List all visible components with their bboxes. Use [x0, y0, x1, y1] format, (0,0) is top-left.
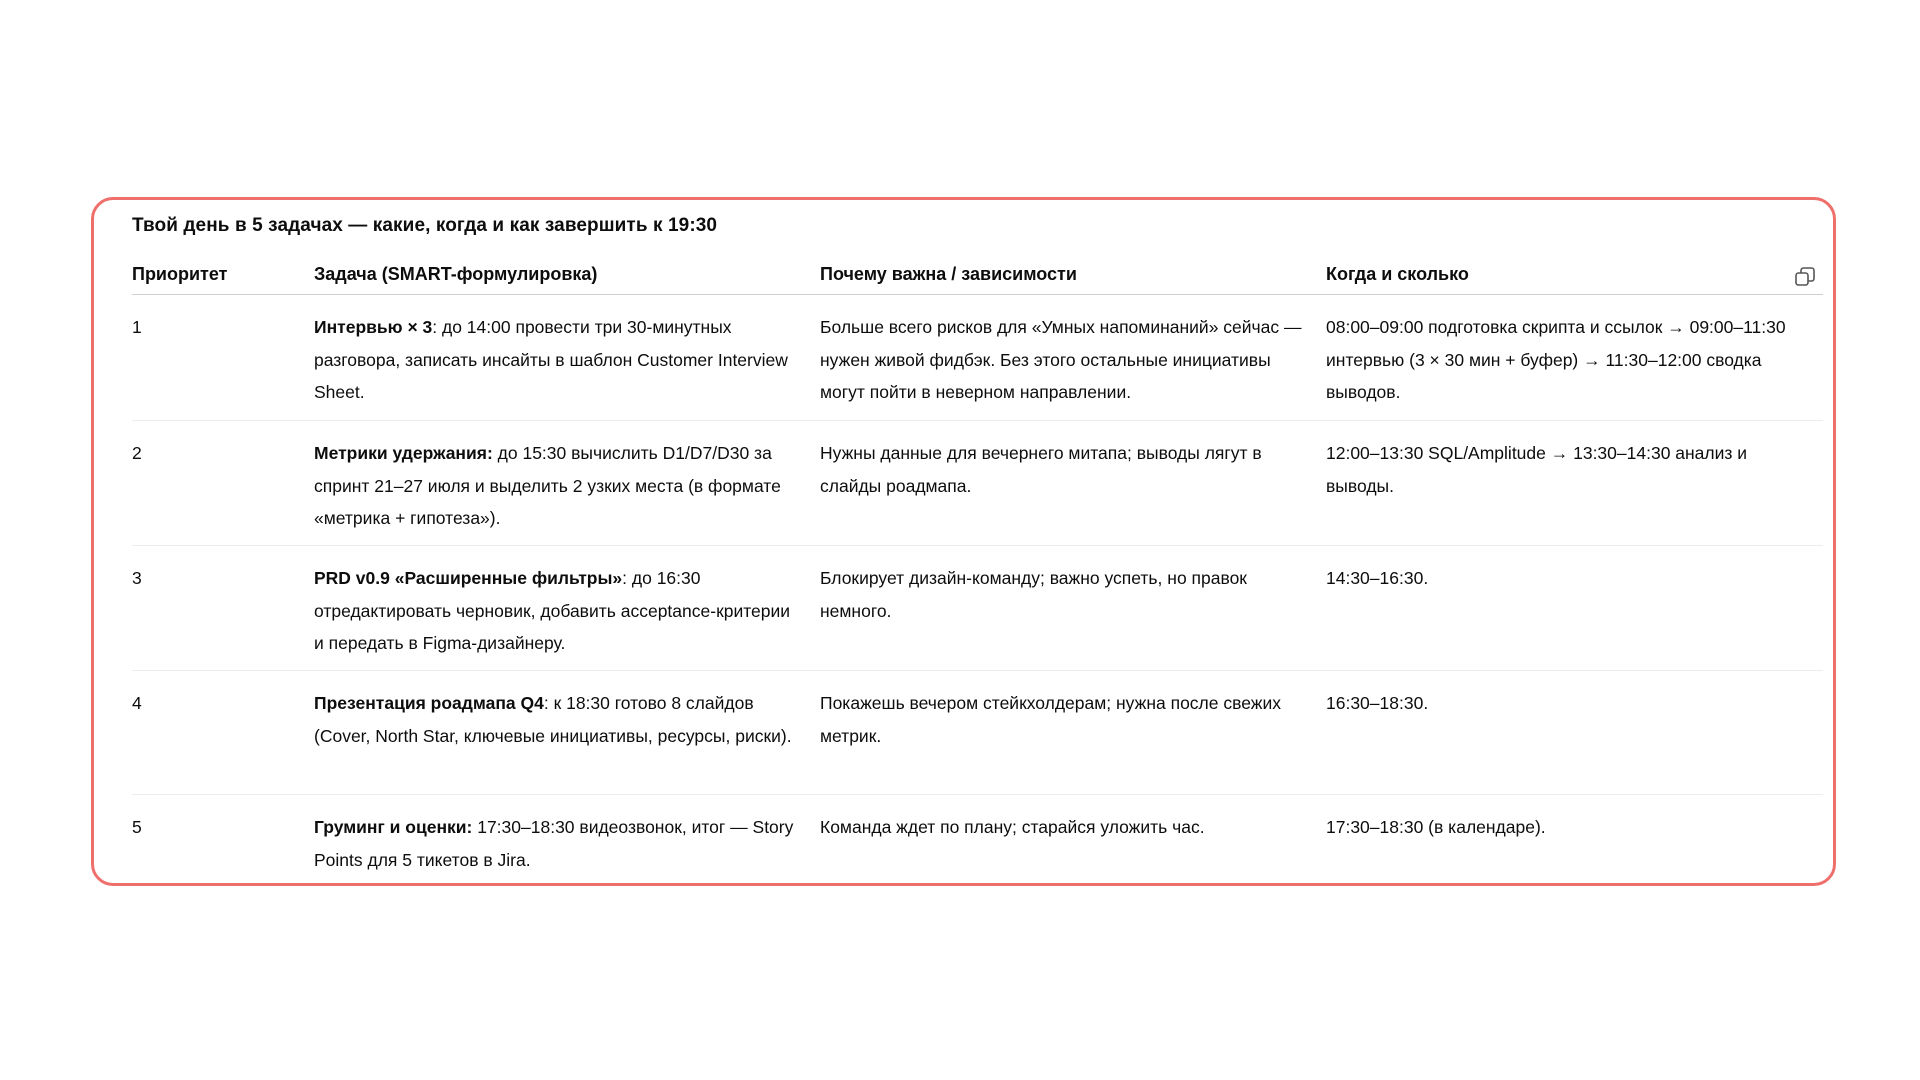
cell-task: [314, 311, 820, 420]
cell-priority: 1: [132, 317, 142, 337]
cell-when: 08:00–09:00 подготовка скрипта и ссылок → 09:00–11:30 интервью (3 × 30 мин + буфер) → 11:30–12:00 сводка выводов.: [1326, 317, 1786, 402]
task-description: : до 14:00 провести три 30-минутных разговора, записать инсайты в шаблон Customer Interview Sheet.: [314, 317, 788, 402]
table-row: [132, 421, 1823, 546]
header-priority: Приоритет: [132, 264, 228, 284]
table-row: [132, 546, 1823, 671]
table-row: [132, 671, 1823, 795]
cell-task: [314, 437, 820, 545]
cell-priority: 5: [132, 817, 142, 837]
task-title: PRD v0.9 «Расширенные фильтры»: [314, 568, 623, 588]
header-when: Когда и сколько: [1326, 264, 1469, 284]
table-row: [132, 795, 1823, 883]
card-title: Твой день в 5 задачах — какие, когда и как завершить к 19:30: [132, 215, 718, 236]
cell-why: Блокирует дизайн-команду; важно успеть, но правок немного.: [820, 568, 1247, 621]
cell-why: Нужны данные для вечернего митапа; выводы лягут в слайды роадмапа.: [820, 443, 1262, 496]
task-table-card: [91, 197, 1836, 886]
task-title: Презентация роадмапа Q4: [314, 693, 544, 713]
task-description: 17:30–18:30 видеозвонок, итог — Story Points для 5 тикетов в Jira.: [314, 817, 794, 870]
cell-task: [314, 811, 820, 883]
cell-priority: 4: [132, 693, 142, 713]
header-why: Почему важна / зависимости: [820, 264, 1077, 284]
cell-priority: 3: [132, 568, 142, 588]
task-description: : до 16:30 отредактировать черновик, добавить acceptance-критерии и передать в Figma-дизайнеру.: [314, 568, 791, 653]
task-description: до 15:30 вычислить D1/D7/D30 за спринт 21–27 июля и выделить 2 узких места (в формате «метрика + гипотеза»).: [314, 443, 781, 528]
task-title: Груминг и оценки:: [314, 817, 473, 837]
cell-when: 17:30–18:30 (в календаре).: [1326, 817, 1546, 837]
tasks-table: [132, 254, 1823, 883]
header-task: Задача (SMART-формулировка): [314, 264, 598, 284]
cell-task: [314, 687, 820, 794]
task-description: : к 18:30 готово 8 слайдов (Cover, North Star, ключевые инициативы, ресурсы, риски).: [314, 693, 792, 746]
cell-when: 12:00–13:30 SQL/Amplitude → 13:30–14:30 анализ и выводы.: [1326, 443, 1748, 496]
cell-when: 16:30–18:30.: [1326, 693, 1429, 713]
cell-why: Покажешь вечером стейкхолдерам; нужна после свежих метрик.: [820, 693, 1281, 746]
cell-why: Команда ждет по плану; старайся уложить час.: [820, 817, 1205, 837]
task-title: Метрики удержания:: [314, 443, 493, 463]
cell-why: Больше всего рисков для «Умных напоминаний» сейчас — нужен живой фидбэк. Без этого остальные инициативы могут пойти в неверном направлении.: [820, 317, 1302, 402]
table-row: [132, 295, 1823, 421]
task-title: Интервью × 3: [314, 317, 433, 337]
cell-task: [314, 562, 820, 670]
cell-when: 14:30–16:30.: [1326, 568, 1429, 588]
table-header-row: [132, 254, 1823, 295]
cell-priority: 2: [132, 443, 142, 463]
